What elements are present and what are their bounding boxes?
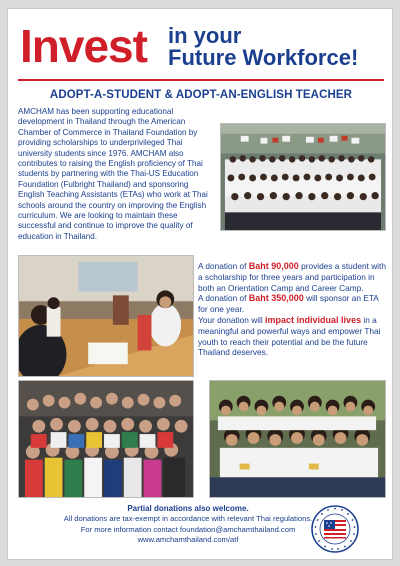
divider: [18, 79, 384, 81]
flyer-page: [7, 8, 393, 560]
amount-350000: Baht 350,000: [248, 293, 304, 304]
donation-info: [198, 261, 386, 358]
donation-eta: [198, 293, 386, 315]
donation-impact: [198, 315, 386, 358]
website-link[interactable]: www.amchamthailand.com/atf: [137, 535, 239, 545]
donation-text: Your donation will: [198, 314, 266, 325]
headline: [18, 19, 384, 81]
foundation-seal-logo: [311, 505, 359, 553]
donation-text: will sponsor an ETA for one year.: [198, 293, 379, 315]
subheading: ADOPT-A-STUDENT & ADOPT-AN-ENGLISH TEACHER: [49, 89, 353, 101]
donation-text: A donation of: [198, 293, 249, 304]
donation-text: in a meaningful and powerful ways and empower Thai youth to reach their potential and be the future Thailand deserves.: [198, 314, 381, 358]
volunteers-photo: [18, 380, 194, 498]
headline-line1: in your: [168, 23, 242, 48]
partial-donations-note: Partial donations also welcome.: [127, 504, 249, 513]
headline-invest: Invest: [20, 20, 147, 72]
donation-text: A donation of: [198, 261, 249, 271]
tax-note: All donations are tax-exempt in accordance with relevant Thai regulations.: [63, 514, 313, 524]
contact-email[interactable]: For more information contact foundation@amchamthailand.com: [80, 524, 296, 534]
intro-paragraph: AMCHAM has been supporting educational development in Thailand through the American Chamber of Commerce in Thailand Foundation by providing scholarships to underprivileged Thai university students since 1976. AMCHAM also contributes to raising the English proficiency of Thai students by partnering with the Thai-US Education Foundation (Fulbright Thailand) and sponsoring English Teaching Assistants (ETAs) who work at Thai schools around the country on improving the English curriculum. We are looking to maintain these successful and continue to improve the quality of education in Thailand.: [18, 107, 208, 241]
donation-scholarship: [198, 261, 386, 293]
amount-90000: Baht 90,000: [248, 261, 299, 271]
headline-line2: Future Workforce!: [168, 45, 359, 70]
uniform-students-photo: [209, 380, 386, 498]
donation-text: provides a student with a scholarship for three years and participation in both an Orientation Camp and Career Camp.: [198, 261, 386, 293]
workshop-photo: [18, 255, 194, 377]
impact-highlight: impact individual lives: [265, 314, 362, 325]
footer: [18, 504, 358, 546]
group-photo-students: [220, 123, 386, 231]
